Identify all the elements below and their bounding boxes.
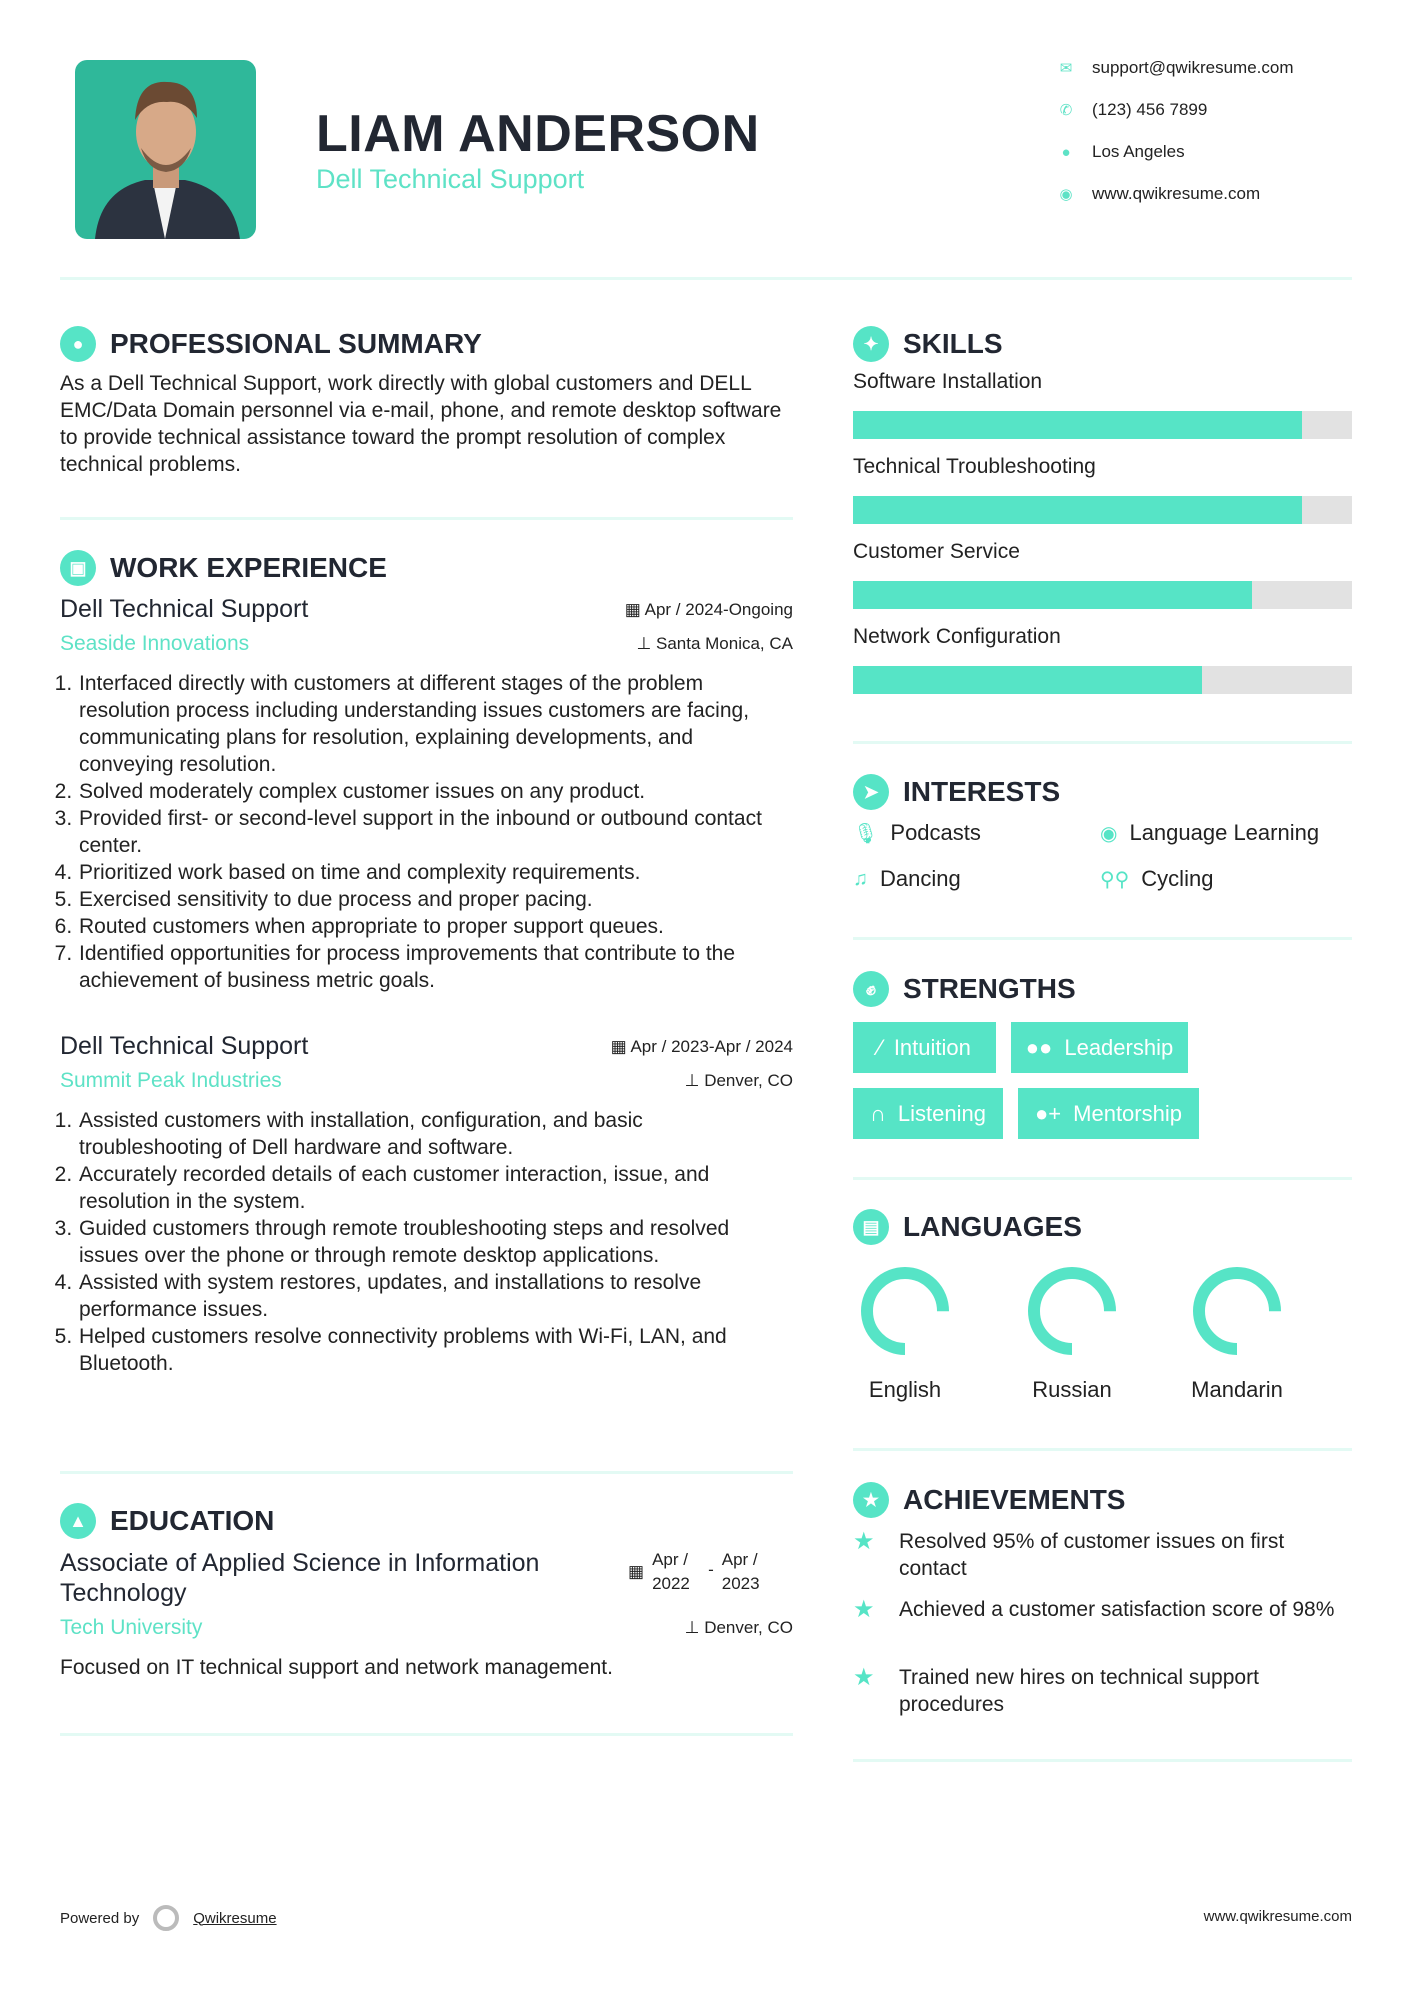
translate-icon: ▤ xyxy=(853,1209,889,1245)
achievement-text: Achieved a customer satisfaction score of 98% xyxy=(899,1598,1335,1621)
strength-label: Listening xyxy=(897,1100,986,1126)
job-company: Summit Peak Industries xyxy=(60,1069,282,1092)
microphone-icon: 🎙︎ xyxy=(853,822,879,845)
skill-label: Customer Service xyxy=(853,540,1020,563)
language-ring xyxy=(855,1261,955,1361)
job-location xyxy=(685,1071,793,1091)
summary-text: As a Dell Technical Support, work directly with global customers and DELL EMC/Data Domain personnel via e-mail, phone, and remote desktop software to provide technical assistance toward the prompt resolution of complex technical problems. xyxy=(60,372,782,476)
language-label: Russian xyxy=(1032,1377,1112,1402)
skill-bar xyxy=(853,411,1352,439)
achievement-item xyxy=(853,1664,1353,1718)
list-item: 7. Identified opportunities for process improvements that contribute to the achievement of business metric goals. xyxy=(78,940,780,994)
fist-icon: ✊︎ xyxy=(853,971,889,1007)
list-item: 5. Exercised sensitivity to due process and proper pacing. xyxy=(78,886,780,913)
contact-website[interactable] xyxy=(1058,184,1260,204)
qwikresume-logo-icon xyxy=(153,1905,179,1931)
job-title: Dell Technical Support xyxy=(60,595,309,623)
job-entry-1 xyxy=(60,595,793,994)
divider xyxy=(60,1733,793,1736)
edu-location-text: Denver, CO xyxy=(704,1618,793,1637)
edu-start: Apr / 2022 xyxy=(652,1550,690,1593)
achievement-item xyxy=(853,1596,1353,1623)
star-icon: ★ xyxy=(853,1528,875,1555)
degree-title: Associate of Applied Science in Information Technology xyxy=(60,1549,540,1607)
candidate-name: LIAM ANDERSON xyxy=(316,105,760,163)
calendar-icon: ▦ xyxy=(628,1562,645,1581)
language-label: Mandarin xyxy=(1191,1377,1283,1402)
languages-heading-text: LANGUAGES xyxy=(903,1211,1082,1242)
job-entry-2 xyxy=(60,1032,793,1377)
job-date-text: Apr / 2023-Apr / 2024 xyxy=(630,1036,793,1056)
job-date xyxy=(625,600,793,620)
powered-by-text: Powered by xyxy=(60,1909,140,1927)
interest-dancing xyxy=(853,866,961,892)
strength-mentorship xyxy=(1018,1088,1199,1139)
users-icon: ●● xyxy=(1025,1034,1053,1060)
skill-bar-fill xyxy=(853,666,1202,694)
edu-location xyxy=(685,1618,793,1638)
lightbulb-icon: ✦ xyxy=(853,326,889,362)
strength-label: Mentorship xyxy=(1073,1100,1182,1126)
contact-phone xyxy=(1058,100,1207,120)
divider xyxy=(853,1759,1352,1762)
divider xyxy=(853,741,1352,744)
skill-label: Network Configuration xyxy=(853,625,1061,648)
header-divider xyxy=(60,277,1352,280)
interest-label: Cycling xyxy=(1141,866,1214,891)
list-item: 2. Solved moderately complex customer issues on any product. xyxy=(78,778,780,805)
achievement-item xyxy=(853,1528,1353,1582)
job-title: Dell Technical Support xyxy=(60,1032,309,1060)
job-duties xyxy=(60,670,780,994)
globe-icon: ◉ xyxy=(1100,822,1118,845)
achievement-text: Resolved 95% of customer issues on first contact xyxy=(899,1530,1285,1580)
summary-heading-text: PROFESSIONAL SUMMARY xyxy=(110,328,482,359)
interest-podcasts xyxy=(853,820,981,846)
star-icon: ★ xyxy=(853,1664,875,1691)
interest-cycling xyxy=(1100,866,1213,892)
job-location-text: Santa Monica, CA xyxy=(655,634,793,653)
contact-email[interactable] xyxy=(1058,58,1294,78)
envelope-icon: ✉ xyxy=(1059,60,1073,77)
list-item: 6. Routed customers when appropriate to proper support queues. xyxy=(78,913,780,940)
list-item: 3. Provided first- or second-level support in the inbound or outbound contact center. xyxy=(78,805,780,859)
email-text: support@qwikresume.com xyxy=(1092,58,1294,77)
star-icon: ★ xyxy=(853,1596,875,1623)
education-meta xyxy=(60,1616,793,1640)
skills-heading-text: SKILLS xyxy=(903,328,1003,359)
skill-bar-fill xyxy=(853,411,1302,439)
experience-heading-text: WORK EXPERIENCE xyxy=(110,552,387,583)
language-ring xyxy=(1022,1261,1122,1361)
education-heading-text: EDUCATION xyxy=(110,1505,275,1536)
candidate-title: Dell Technical Support xyxy=(316,164,585,194)
job-duties xyxy=(60,1107,780,1377)
strength-leadership xyxy=(1011,1022,1188,1073)
paper-plane-icon: ➤ xyxy=(853,774,889,810)
footer-site[interactable]: www.qwikresume.com xyxy=(1203,1908,1352,1925)
skill-bar xyxy=(853,666,1352,694)
footer-powered xyxy=(60,1905,277,1931)
skill-label: Technical Troubleshooting xyxy=(853,455,1096,478)
job-location-text: Denver, CO xyxy=(704,1071,793,1090)
profile-photo xyxy=(75,60,256,239)
achievement-text: Trained new hires on technical support procedures xyxy=(899,1666,1259,1716)
edu-end: Apr / 2023 xyxy=(721,1550,760,1593)
divider xyxy=(853,1177,1352,1180)
strengths-heading xyxy=(853,971,1076,1007)
skills-heading xyxy=(853,326,1003,362)
briefcase-icon: ▣ xyxy=(60,550,96,586)
interests-heading-text: INTERESTS xyxy=(903,776,1061,807)
language-ring xyxy=(1187,1261,1287,1361)
list-item: 1. Assisted customers with installation, configuration, and basic troubleshooting of Dell hardware and software. xyxy=(78,1107,780,1161)
location-text: Los Angeles xyxy=(1092,142,1185,161)
strengths-heading-text: STRENGTHS xyxy=(903,973,1076,1004)
interest-label: Podcasts xyxy=(890,820,981,845)
calendar-icon: ▦ xyxy=(624,599,645,619)
strength-listening xyxy=(853,1088,1003,1139)
summary-heading xyxy=(60,326,482,362)
interests-heading xyxy=(853,774,1060,810)
user-plus-icon: ●+ xyxy=(1035,1100,1062,1126)
magic-wand-icon: ⁄ xyxy=(878,1034,882,1060)
skill-bar-fill xyxy=(853,581,1252,609)
skill-bar xyxy=(853,581,1352,609)
phone-icon: ✆ xyxy=(1059,102,1073,119)
interest-label: Dancing xyxy=(880,866,961,891)
achievements-heading-text: ACHIEVEMENTS xyxy=(903,1484,1126,1515)
contact-location xyxy=(1058,142,1185,162)
list-item: 2. Accurately recorded details of each customer interaction, issue, and resolution in the system. xyxy=(78,1161,780,1215)
education-text: Focused on IT technical support and network management. xyxy=(60,1656,613,1679)
map-pin-icon: ● xyxy=(1061,143,1071,161)
edu-sep: - xyxy=(708,1560,714,1579)
calendar-icon: ▦ xyxy=(610,1036,631,1056)
languages-heading xyxy=(853,1209,1082,1245)
education-heading xyxy=(60,1503,274,1539)
music-note-icon: ♫ xyxy=(853,867,868,890)
strength-label: Leadership xyxy=(1064,1034,1174,1060)
pin-icon: ⊥ xyxy=(684,1071,705,1090)
skill-bar xyxy=(853,496,1352,524)
website-text: www.qwikresume.com xyxy=(1092,184,1261,203)
language-label: English xyxy=(868,1377,942,1402)
divider xyxy=(60,517,793,520)
pin-icon: ⊥ xyxy=(684,1618,705,1637)
user-icon: ● xyxy=(60,326,96,362)
list-item: 1. Interfaced directly with customers at different stages of the problem resolution process including understanding issues customers are facing, communicating plans for resolution, explaining developments, and conveying resolution. xyxy=(78,670,780,778)
list-item: 4. Assisted with system restores, updates, and installations to resolve performance issues. xyxy=(78,1269,780,1323)
divider xyxy=(60,1471,793,1474)
skill-bar-fill xyxy=(853,496,1302,524)
job-company: Seaside Innovations xyxy=(60,632,250,655)
graduation-icon: ▲ xyxy=(60,1503,96,1539)
job-location xyxy=(636,634,793,654)
headphones-icon: ∩ xyxy=(870,1100,886,1126)
pin-icon: ⊥ xyxy=(636,634,656,653)
phone-text: (123) 456 7899 xyxy=(1092,100,1208,119)
job-date xyxy=(611,1037,793,1057)
interest-label: Language Learning xyxy=(1129,820,1320,845)
education-date xyxy=(628,1548,770,1596)
globe-icon: ◉ xyxy=(1059,186,1073,203)
interest-language-learning xyxy=(1100,820,1319,846)
strength-intuition xyxy=(853,1022,996,1073)
brand-link[interactable]: Qwikresume xyxy=(193,1909,277,1927)
divider xyxy=(853,937,1352,940)
job-date-text: Apr / 2024-Ongoing xyxy=(644,599,793,619)
experience-heading xyxy=(60,550,387,586)
list-item: 5. Helped customers resolve connectivity problems with Wi-Fi, LAN, and Bluetooth. xyxy=(78,1323,780,1377)
school-name: Tech University xyxy=(60,1616,203,1639)
strength-label: Intuition xyxy=(893,1034,971,1060)
achievements-heading xyxy=(853,1482,1125,1518)
list-item: 4. Prioritized work based on time and complexity requirements. xyxy=(78,859,780,886)
divider xyxy=(853,1448,1352,1451)
list-item: 3. Guided customers through remote troubleshooting steps and resolved issues over the phone or through remote desktop applications. xyxy=(78,1215,780,1269)
trophy-icon: ★ xyxy=(853,1482,889,1518)
skill-label: Software Installation xyxy=(853,370,1043,393)
bicycle-icon: ⚲⚲ xyxy=(1100,868,1130,891)
